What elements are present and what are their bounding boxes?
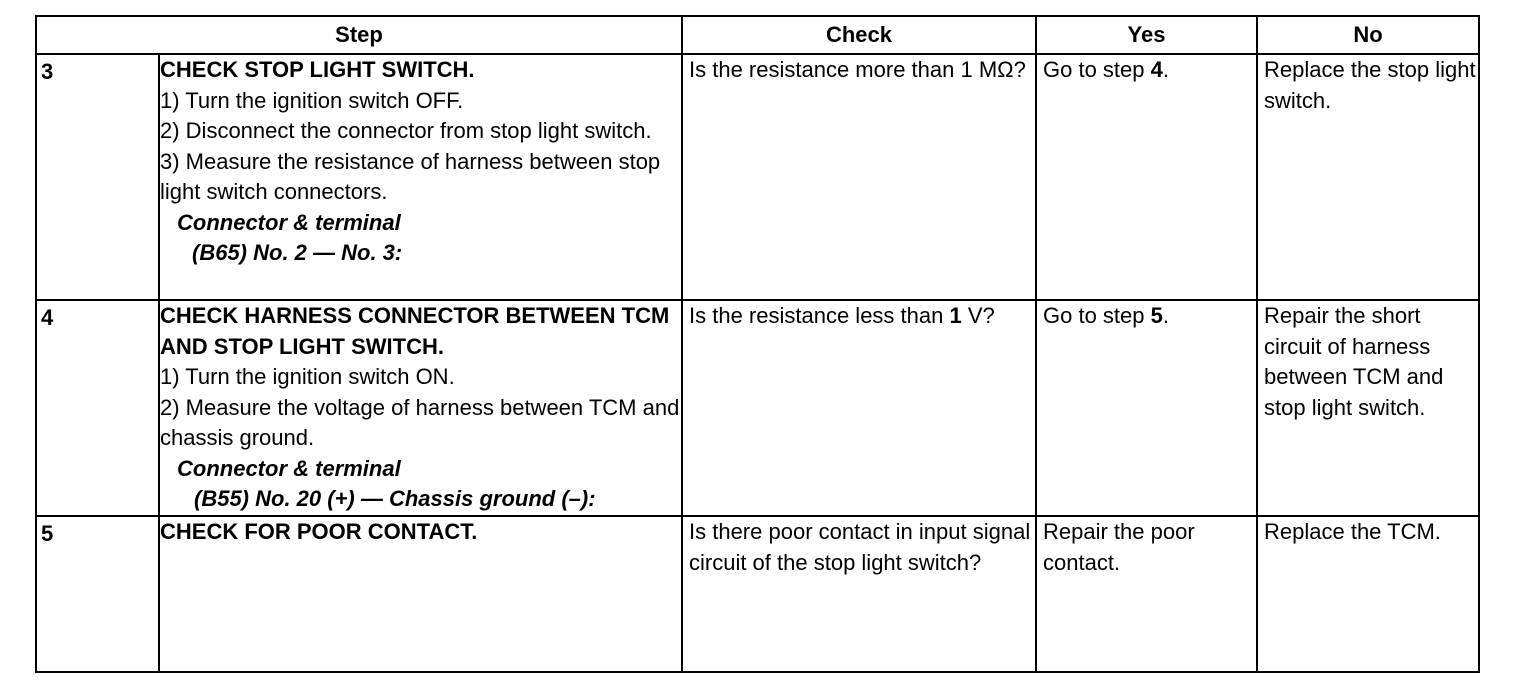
step-title: CHECK HARNESS CONNECTOR BETWEEN TCM AND STOP LIGHT SWITCH. xyxy=(160,303,670,359)
step-description xyxy=(159,300,682,516)
check-suffix: V? xyxy=(961,303,995,328)
table-header-row xyxy=(36,16,1479,54)
step-number: 4 xyxy=(36,300,159,516)
yes-text: Go to step xyxy=(1043,57,1151,82)
yes-text: Go to step xyxy=(1043,303,1151,328)
check-cell: Is there poor contact in input signal circuit of the stop light switch? xyxy=(682,516,1036,672)
table-row xyxy=(36,54,1479,300)
step-title: CHECK STOP LIGHT SWITCH. xyxy=(160,57,475,82)
step-line: 2) Measure the voltage of harness between TCM and chassis ground. xyxy=(160,394,680,450)
header-check: Check xyxy=(682,16,1036,54)
yes-cell: Repair the poor contact. xyxy=(1036,516,1257,672)
step-description xyxy=(159,516,682,672)
yes-step-number: 4 xyxy=(1150,57,1163,82)
no-cell: Replace the stop light switch. xyxy=(1257,54,1479,300)
no-cell: Repair the short circuit of harness between TCM and stop light switch. xyxy=(1257,300,1479,516)
connector-value: (B65) No. 2 — No. 3: xyxy=(192,240,403,265)
check-text: Is the resistance less than xyxy=(689,303,950,328)
yes-cell xyxy=(1036,300,1257,516)
step-line: 3) Measure the resistance of harness between stop light switch connectors. xyxy=(160,148,661,204)
header-step: Step xyxy=(36,16,682,54)
connector-value: (B55) No. 20 (+) — Chassis ground (–): xyxy=(194,486,596,511)
header-no: No xyxy=(1257,16,1479,54)
step-description xyxy=(159,54,682,300)
yes-suffix: . xyxy=(1162,303,1169,328)
step-title: CHECK FOR POOR CONTACT. xyxy=(160,519,478,544)
no-cell: Replace the TCM. xyxy=(1257,516,1479,672)
check-value: 1 xyxy=(949,303,962,328)
step-number: 3 xyxy=(36,54,159,300)
step-number: 5 xyxy=(36,516,159,672)
header-yes: Yes xyxy=(1036,16,1257,54)
check-cell xyxy=(682,300,1036,516)
table-row xyxy=(36,516,1479,672)
yes-step-number: 5 xyxy=(1150,303,1163,328)
connector-label: Connector & terminal xyxy=(177,209,401,235)
step-line: 2) Disconnect the connector from stop light switch. xyxy=(160,118,652,143)
yes-suffix: . xyxy=(1162,57,1169,82)
table-row xyxy=(36,300,1479,516)
diagnostic-table xyxy=(35,15,1480,673)
check-cell: Is the resistance more than 1 MΩ? xyxy=(682,54,1036,300)
step-line: 1) Turn the ignition switch ON. xyxy=(160,364,455,389)
yes-cell xyxy=(1036,54,1257,300)
connector-label: Connector & terminal xyxy=(177,455,401,481)
step-line: 1) Turn the ignition switch OFF. xyxy=(160,87,464,113)
